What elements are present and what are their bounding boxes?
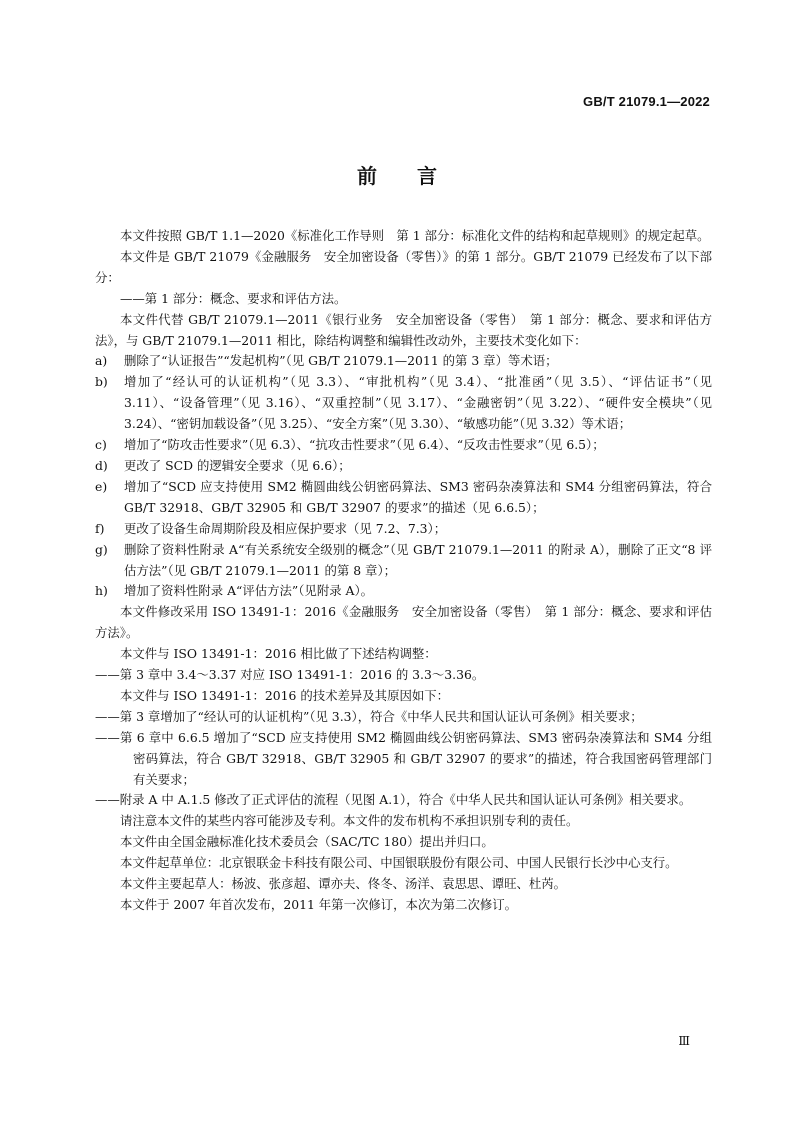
list-marker: a): [95, 353, 108, 369]
technical-changes-list: [95, 351, 712, 602]
list-item-text: 更改了 SCD 的逻辑安全要求（见 6.6）；: [124, 457, 351, 473]
paragraph-drafting-units: 本文件起草单位：北京银联金卡科技有限公司、中国银联股份有限公司、中国人民银行长沙中心支行。: [120, 855, 678, 871]
list-marker: e): [95, 478, 108, 494]
paragraph-replaces: 本文件代替 GB/T 21079.1—2011《银行业务 安全加密设备（零售） 第 1 部分：概念、要求和评估方法》，与 GB/T 21079.1—2011 相比，除结构调整和编辑性改动外，主要技术变化如下：: [95, 311, 712, 348]
paragraph-proposer: 本文件由全国金融标准化技术委员会（SAC/TC 180）提出并归口。: [120, 834, 494, 850]
paragraph-structure-adjustment: 本文件与 ISO 13491-1：2016 相比做了下述结构调整：: [120, 646, 437, 662]
page-number: Ⅲ: [678, 1034, 690, 1048]
list-item-text: 删除了“认证报告”“发起机构”（见 GB/T 21079.1—2011 的第 3 章）等术语；: [124, 353, 558, 369]
list-item-text: 删除了资料性附录 A“有关系统安全级别的概念”（见 GB/T 21079.1—2011 的附录 A），删除了正文“8 评估方法”（见 GB/T 21079.1—2011 的第 8 章）；: [124, 541, 712, 578]
list-item-text: 增加了“经认可的认证机构”（见 3.3）、“审批机构”（见 3.4）、“批准函”（见 3.5）、“评估证书”（见 3.11）、“设备管理”（见 3.16）、“双重控制”（见 3.17）、“金融密钥”（见 3.22）、“硬件安全模块”（见 3.24）、“密钥加载设备”（见 3.25）、“安全方案”（见 3.30）、“敏感功能”（见 3.32）等术语；: [124, 374, 712, 432]
list-item: [95, 456, 712, 477]
list-marker: g): [95, 541, 108, 557]
list-item: [95, 540, 712, 582]
list-marker: c): [95, 437, 107, 453]
document-body: [95, 226, 712, 916]
list-marker: h): [95, 583, 108, 599]
paragraph-modified-adoption: 本文件修改采用 ISO 13491-1：2016《金融服务 安全加密设备（零售） 第 1 部分：概念、要求和评估方法》。: [95, 604, 712, 641]
dash-item-difference: ——第 6 章中 6.6.5 增加了“SCD 应支持使用 SM2 椭圆曲线公钥密码算法、SM3 密码杂凑算法和 SM4 分组密码算法，符合 GB/T 32918、GB/T 32905 和 GB/T 32907 的要求”的描述，符合我国密码管理部门有关要求；: [95, 729, 712, 787]
dash-item-structure: ——第 3 章中 3.4～3.37 对应 ISO 13491-1：2016 的 3.3～3.36。: [95, 667, 485, 683]
list-item: [95, 351, 712, 372]
dash-item-difference: ——第 3 章增加了“经认可的认证机构”（见 3.3），符合《中华人民共和国认证认可条例》相关要求；: [95, 708, 643, 724]
list-item: [95, 519, 712, 540]
list-marker: b): [95, 374, 108, 390]
page-title: 前言: [357, 164, 477, 188]
list-item: [95, 372, 712, 435]
list-marker: f): [95, 520, 105, 536]
dash-item-difference: ——附录 A 中 A.1.5 修改了正式评估的流程（见图 A.1），符合《中华人民共和国认证认可条例》相关要求。: [95, 792, 692, 808]
list-item-text: 更改了设备生命周期阶段及相应保护要求（见 7.2、7.3）；: [124, 520, 447, 536]
paragraph-drafters: 本文件主要起草人：杨波、张彦超、谭亦夫、佟冬、汤洋、袁思思、谭旺、杜芮。: [120, 876, 567, 892]
list-item: [95, 581, 712, 602]
paragraph-patent-notice: 请注意本文件的某些内容可能涉及专利。本文件的发布机构不承担识别专利的责任。: [120, 813, 579, 829]
paragraph-technical-differences: 本文件与 ISO 13491-1：2016 的技术差异及其原因如下：: [120, 687, 450, 703]
list-item-text: 增加了“防攻击性要求”（见 6.3）、“抗攻击性要求”（见 6.4）、“反攻击性要求”（见 6.5）；: [124, 437, 605, 453]
list-item: [95, 477, 712, 519]
list-item-part-1: ——第 1 部分：概念、要求和评估方法。: [120, 290, 347, 306]
list-marker: d): [95, 457, 108, 473]
paragraph-part-of-series: 本文件是 GB/T 21079《金融服务 安全加密设备（零售）》的第 1 部分。GB/T 21079 已经发布了以下部分：: [95, 248, 712, 285]
list-item-text: 增加了“SCD 应支持使用 SM2 椭圆曲线公钥密码算法、SM3 密码杂凑算法和 SM4 分组密码算法，符合 GB/T 32918、GB/T 32905 和 GB/T 32907 的要求”的描述（见 6.6.5）；: [124, 478, 712, 515]
standard-code: GB/T 21079.1—2022: [583, 94, 710, 109]
paragraph-drafting-rules: 本文件按照 GB/T 1.1—2020《标准化工作导则 第 1 部分：标准化文件的结构和起草规则》的规定起草。: [120, 228, 710, 243]
paragraph-history: 本文件于 2007 年首次发布，2011 年第一次修订，本次为第二次修订。: [120, 897, 518, 912]
list-item-text: 增加了资料性附录 A“评估方法”（见附录 A）。: [124, 583, 374, 599]
list-item: [95, 435, 712, 456]
